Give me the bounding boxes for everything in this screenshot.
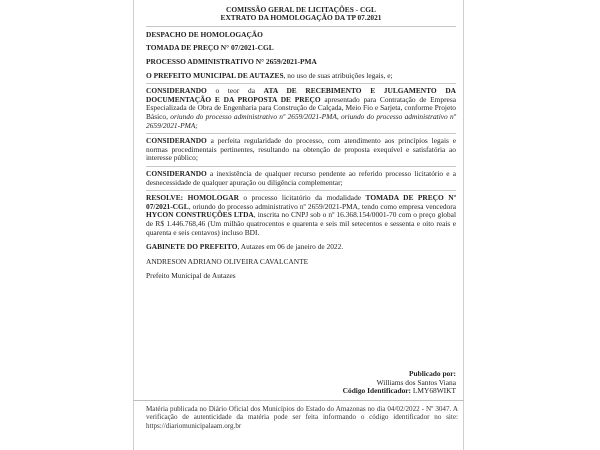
- gabinete: [146, 243, 456, 252]
- despacho-title: DESPACHO DE HOMOLOGAÇÃO: [146, 29, 263, 39]
- considerando-1: [146, 87, 456, 130]
- identifier-line: [300, 387, 456, 396]
- separator-1: [146, 83, 456, 84]
- footer-note: Matéria publicada no Diário Oficial dos Municípios do Estado do Amazonas no dia 04/02/2022 - Nº 3047. A verificação de autenticidade da matéria pode ser feita informando o código identificador no site: https://diariomunicipalaam.org.br: [146, 405, 458, 430]
- considerando-2-text: a perfeita regularidade do processo, com atendimento aos princípios legais e normas procedimentais pertinentes, resultando na obtenção de proposta exequível e satisfatória ao interesse público;: [146, 136, 456, 163]
- considerando-3: [146, 170, 456, 187]
- footer-rule: [133, 400, 464, 401]
- processo-administrativo: PROCESSO ADMINISTRATIVO N° 2659/2021-PMA: [146, 57, 317, 66]
- published-by-label: Publicado por:: [408, 369, 456, 378]
- resolve: [146, 194, 456, 237]
- header-line-2: EXTRATO DA HOMOLOGAÇÃO DA TP 07.2021: [220, 13, 382, 23]
- left-column-rule: [133, 0, 134, 450]
- identifier-code: LMY68WIKT: [412, 386, 456, 396]
- gabinete-bold: GABINETE DO PREFEITO: [146, 242, 238, 252]
- prefeito-intro: [146, 72, 456, 81]
- separator-3: [146, 166, 456, 167]
- prefeito-intro-text: , no uso de suas atribuições legais, e;: [283, 70, 393, 80]
- resolve-lead: RESOLVE: HOMOLOGAR: [146, 193, 239, 203]
- document-body: [146, 6, 456, 281]
- considerando-1-bold: ATA DE RECEBIMENTO E JULGAMENTO DA DOCUMENTAÇÃO E DA PROPOSTA DE PREÇO: [146, 86, 456, 104]
- considerando-1-text: apresentado para Contratação de Empresa Especializada de Obra de Engenharia para Construção de Calçada, Meio Fio e Sarjeta, conforme Projeto Básico,: [146, 94, 456, 121]
- separator-2: [146, 133, 456, 134]
- considerando-2-lead: CONSIDERANDO: [146, 136, 207, 146]
- publisher-name: Williams dos Santos Viana: [376, 377, 456, 387]
- considerando-1-italic: oriundo do processo administrativo nº 2659/2021-PMA, oriundo do processo administrativo nº 2659/2021-PMA;: [146, 111, 456, 130]
- tomada-preco: TOMADA DE PREÇO N° 07/2021-CGL: [146, 43, 274, 53]
- header-separator: [146, 26, 456, 27]
- considerando-3-lead: CONSIDERANDO: [146, 168, 207, 178]
- considerando-1-mid: o teor da: [206, 86, 264, 96]
- gabinete-text: , Autazes em 06 de janeiro de 2022.: [237, 242, 344, 252]
- prefeito-intro-bold: O PREFEITO MUNICIPAL DE AUTAZES: [146, 70, 284, 80]
- right-column-rule: [463, 0, 464, 450]
- resolve-text-2: , oriundo do processo administrativo nº 2659/2021-PMA, tendo como empresa vencedora: [188, 201, 456, 211]
- signer-role: Prefeito Municipal de Autazes: [146, 271, 236, 281]
- publication-block: [300, 370, 456, 396]
- header-line-1: COMISSÃO GERAL DE LICITAÇÕES - CGL: [226, 5, 376, 14]
- resolve-text-3: , inscrita no CNPJ sob o nº 16.368.154/0001-70 com o preço global de R$ 1.446.768,46 (Um milhão quatrocentos e quarenta e seis mil setecentos e sessenta e oito reais e quarenta e seis centavos) incluso BDI.: [146, 210, 456, 237]
- considerando-1-lead: CONSIDERANDO: [146, 86, 207, 96]
- signer-name: ANDRESON ADRIANO OLIVEIRA CAVALCANTE: [146, 256, 309, 266]
- considerando-3-text: a inexistência de qualquer recurso pendente ao referido processo licitatório e a desnecessidade de qualquer apuração ou diligência complementar;: [146, 168, 456, 187]
- identifier-label: Código Identificador:: [342, 386, 412, 396]
- considerando-2: [146, 137, 456, 163]
- resolve-text-1: o processo licitatório da modalidade: [238, 193, 366, 203]
- resolve-bold-1: TOMADA DE PREÇO Nº 07/2021-CGL: [146, 193, 457, 211]
- resolve-bold-2: HYCON CONSTRUÇÕES LTDA: [146, 210, 254, 220]
- separator-4: [146, 190, 456, 191]
